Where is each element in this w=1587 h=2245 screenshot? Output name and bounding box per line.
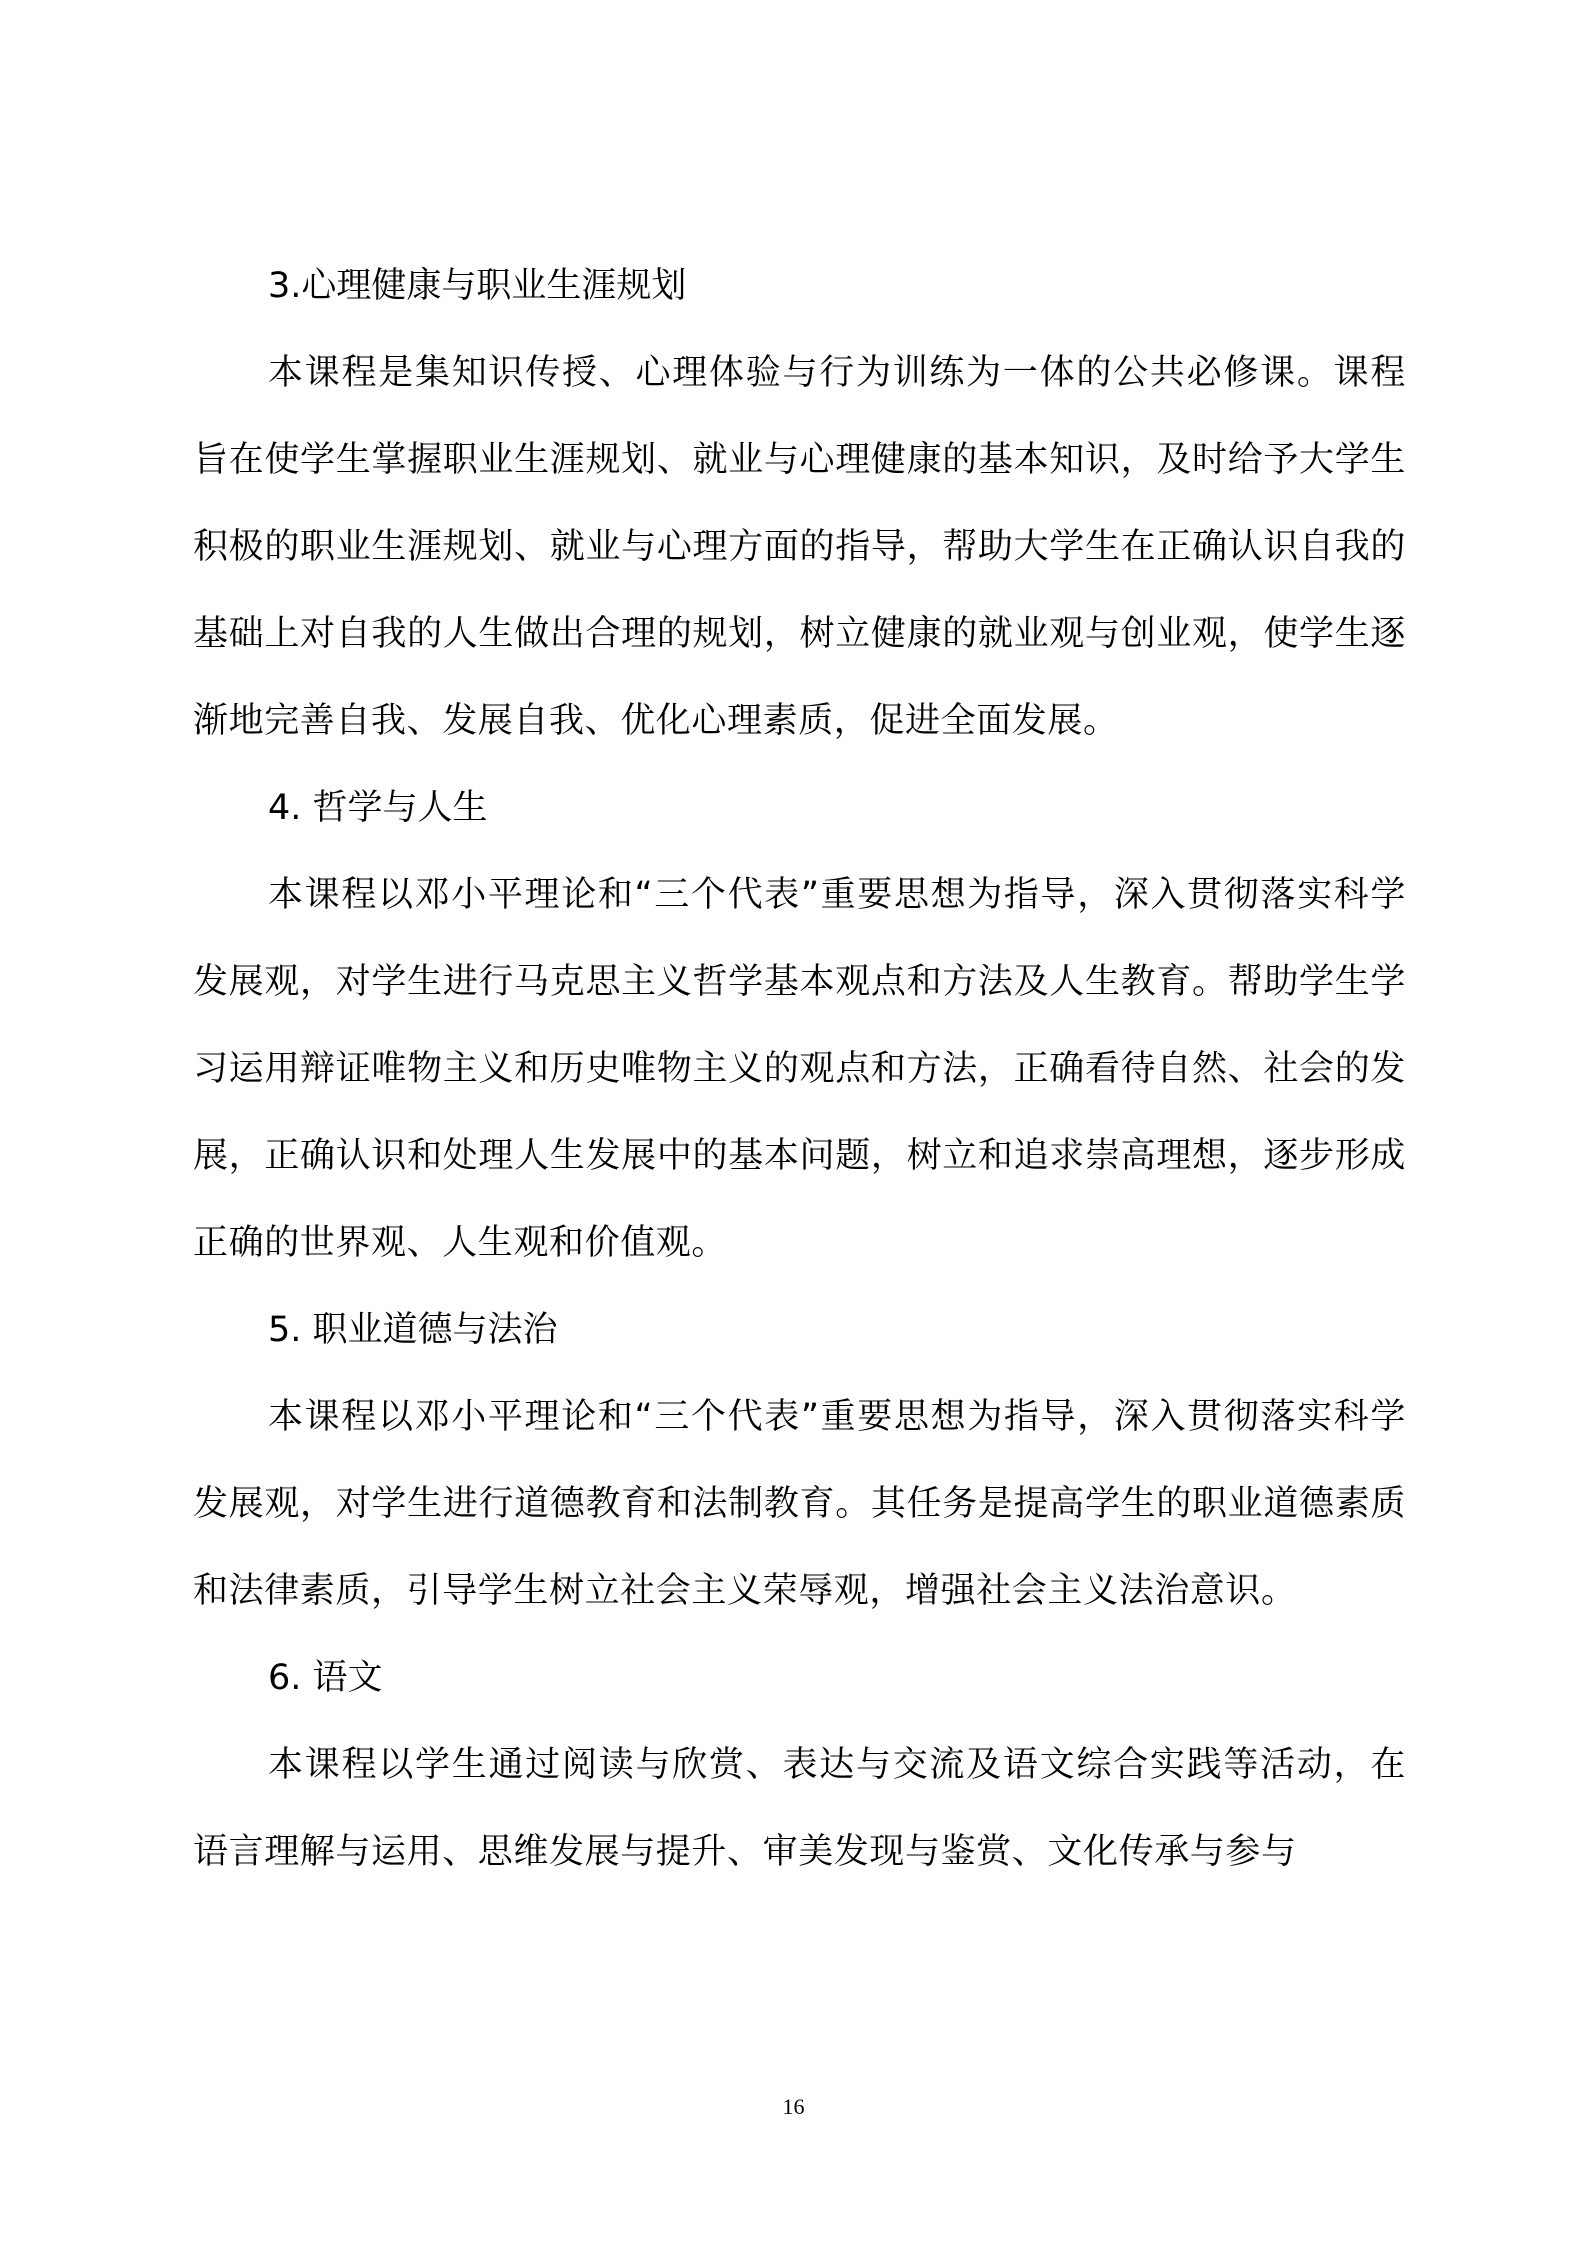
section-paragraph-philosophy-life: 本课程以邓小平理论和“三个代表”重要思想为指导，深入贯彻落实科学发展观，对学生进行马克思主义哲学基本观点和方法及人生教育。帮助学生学习运用辩证唯物主义和历史唯物主义的观点和方法，正确看待自然、社会的发展，正确认识和处理人生发展中的基本问题，树立和追求崇高理想，逐步形成正确的世界观、人生观和价值观。 — [193, 875, 1406, 1263]
page-content — [193, 243, 1406, 1896]
section-heading-philosophy-life: 4. 哲学与人生 — [268, 788, 488, 828]
section-paragraph-psychology-career: 本课程是集知识传授、心理体验与行为训练为一体的公共必修课。课程旨在使学生掌握职业生涯规划、就业与心理健康的基本知识，及时给予大学生积极的职业生涯规划、就业与心理方面的指导，帮助大学生在正确认识自我的基础上对自我的人生做出合理的规划，树立健康的就业观与创业观，使学生逐渐地完善自我、发展自我、优化心理素质，促进全面发展。 — [193, 353, 1406, 741]
section-paragraph-ethics-law: 本课程以邓小平理论和“三个代表”重要思想为指导，深入贯彻落实科学发展观，对学生进行道德教育和法制教育。其任务是提高学生的职业道德素质和法律素质，引导学生树立社会主义荣辱观，增强社会主义法治意识。 — [193, 1397, 1406, 1611]
page-number: 16 — [782, 2094, 805, 2119]
section-heading-ethics-law: 5. 职业道德与法治 — [268, 1310, 558, 1350]
section-heading-chinese: 6. 语文 — [268, 1658, 383, 1698]
section-paragraph-chinese: 本课程以学生通过阅读与欣赏、表达与交流及语文综合实践等活动，在语言理解与运用、思维发展与提升、审美发现与鉴赏、文化传承与参与 — [193, 1745, 1406, 1872]
section-heading-psychology-career: 3.心理健康与职业生涯规划 — [268, 266, 687, 306]
